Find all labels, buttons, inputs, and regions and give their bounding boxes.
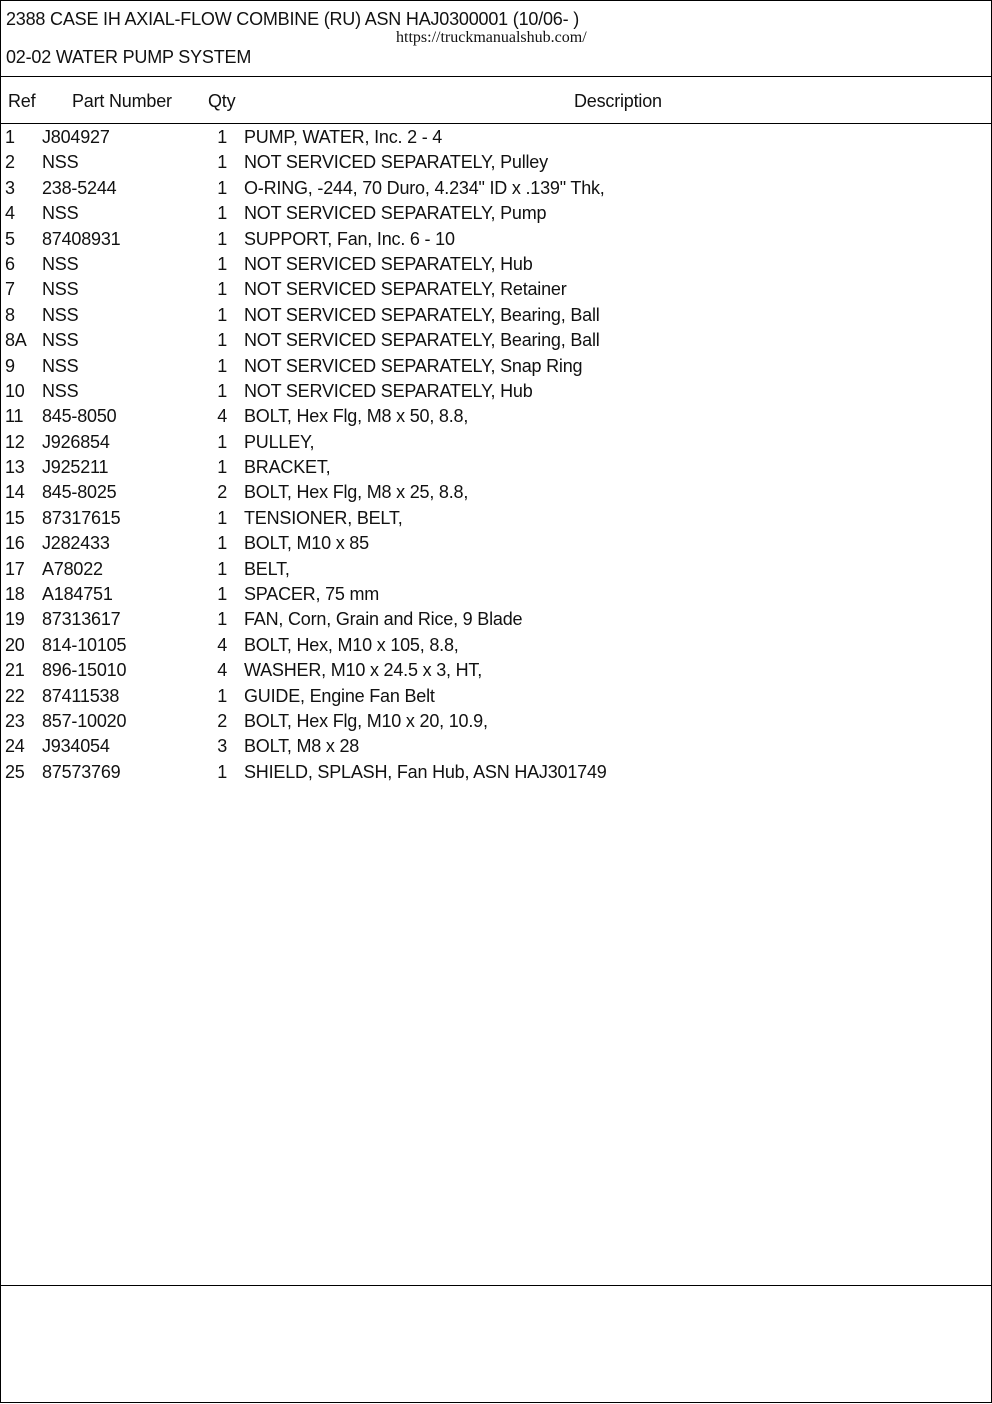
table-row: [1, 584, 991, 609]
part-number-cell: J925211: [42, 457, 109, 478]
table-row: [1, 330, 991, 355]
ref-cell: 8: [5, 304, 15, 325]
part-number-cell: A184751: [42, 584, 113, 605]
table-row: [1, 635, 991, 660]
ref-cell: 8A: [5, 330, 27, 351]
table-row: [1, 356, 991, 381]
table-row: [1, 381, 991, 406]
part-number-cell: 857-10020: [42, 710, 127, 731]
table-row: [1, 508, 991, 533]
description-cell: BOLT, M10 x 85: [244, 533, 369, 554]
column-header-description: Description: [574, 91, 662, 111]
qty-cell: 1: [217, 228, 227, 249]
qty-cell: 1: [217, 685, 227, 706]
description-cell: BOLT, M8 x 28: [244, 736, 360, 757]
description-cell: BOLT, Hex, M10 x 105, 8.8,: [244, 634, 459, 655]
qty-cell: 4: [217, 660, 227, 681]
ref-cell: 9: [5, 355, 15, 376]
ref-cell: 4: [5, 203, 15, 224]
description-cell: NOT SERVICED SEPARATELY, Retainer: [244, 279, 567, 300]
qty-cell: 3: [217, 736, 227, 757]
description-cell: BOLT, Hex Flg, M8 x 25, 8.8,: [244, 482, 469, 503]
part-number-cell: J926854: [42, 431, 110, 452]
part-number-cell: 814-10105: [42, 634, 127, 655]
part-number-cell: NSS: [42, 203, 79, 224]
table-row: [1, 457, 991, 482]
document-title: 2388 CASE IH AXIAL-FLOW COMBINE (RU) ASN HAJ0300001 (10/06- ): [6, 9, 580, 29]
table-row: [1, 609, 991, 634]
table-row: [1, 711, 991, 736]
ref-cell: 19: [5, 609, 25, 630]
description-cell: BOLT, Hex Flg, M10 x 20, 10.9,: [244, 710, 488, 731]
part-number-cell: J934054: [42, 736, 110, 757]
description-cell: FAN, Corn, Grain and Rice, 9 Blade: [244, 609, 523, 630]
description-cell: NOT SERVICED SEPARATELY, Pulley: [244, 152, 548, 173]
description-cell: NOT SERVICED SEPARATELY, Hub: [244, 380, 533, 401]
description-cell: BOLT, Hex Flg, M8 x 50, 8.8,: [244, 406, 469, 427]
page-header: [1, 1, 991, 77]
qty-cell: 1: [217, 533, 227, 554]
qty-cell: 1: [217, 761, 227, 782]
part-number-cell: NSS: [42, 304, 79, 325]
ref-cell: 16: [5, 533, 25, 554]
part-number-cell: NSS: [42, 380, 79, 401]
column-header-qty: Qty: [208, 91, 236, 111]
ref-cell: 5: [5, 228, 15, 249]
table-row: [1, 686, 991, 711]
part-number-cell: NSS: [42, 330, 79, 351]
qty-cell: 1: [217, 355, 227, 376]
description-cell: GUIDE, Engine Fan Belt: [244, 685, 435, 706]
table-header: [1, 77, 991, 124]
description-cell: SHIELD, SPLASH, Fan Hub, ASN HAJ301749: [244, 761, 607, 782]
qty-cell: 1: [217, 253, 227, 274]
table-row: [1, 406, 991, 431]
ref-cell: 20: [5, 634, 25, 655]
part-number-cell: 87411538: [42, 685, 120, 706]
ref-cell: 7: [5, 279, 15, 300]
qty-cell: 1: [217, 431, 227, 452]
ref-cell: 23: [5, 710, 25, 731]
ref-cell: 1: [5, 127, 15, 147]
ref-cell: 11: [5, 406, 24, 427]
part-number-cell: NSS: [42, 279, 79, 300]
table-row: [1, 229, 991, 254]
description-cell: TENSIONER, BELT,: [244, 507, 403, 528]
ref-cell: 13: [5, 457, 25, 478]
qty-cell: 1: [217, 177, 227, 198]
description-cell: NOT SERVICED SEPARATELY, Bearing, Ball: [244, 330, 600, 351]
description-cell: NOT SERVICED SEPARATELY, Pump: [244, 203, 547, 224]
qty-cell: 1: [217, 279, 227, 300]
description-cell: BRACKET,: [244, 457, 331, 478]
ref-cell: 6: [5, 253, 15, 274]
qty-cell: 2: [217, 482, 227, 503]
description-cell: NOT SERVICED SEPARATELY, Snap Ring: [244, 355, 583, 376]
parts-list: [1, 127, 991, 787]
qty-cell: 1: [217, 457, 227, 478]
ref-cell: 22: [5, 685, 25, 706]
table-row: [1, 559, 991, 584]
qty-cell: 1: [217, 152, 227, 173]
part-number-cell: J282433: [42, 533, 110, 554]
table-row: [1, 533, 991, 558]
description-cell: SUPPORT, Fan, Inc. 6 - 10: [244, 228, 455, 249]
table-row: [1, 127, 991, 152]
part-number-cell: NSS: [42, 355, 79, 376]
part-number-cell: 87313617: [42, 609, 121, 630]
description-cell: O-RING, -244, 70 Duro, 4.234" ID x .139" Thk,: [244, 177, 605, 198]
qty-cell: 1: [217, 609, 227, 630]
table-row: [1, 660, 991, 685]
table-row: [1, 178, 991, 203]
description-cell: NOT SERVICED SEPARATELY, Bearing, Ball: [244, 304, 600, 325]
ref-cell: 17: [5, 558, 25, 579]
table-row: [1, 736, 991, 761]
part-number-cell: 238-5244: [42, 177, 117, 198]
description-cell: WASHER, M10 x 24.5 x 3, HT,: [244, 660, 483, 681]
description-cell: PUMP, WATER, Inc. 2 - 4: [244, 127, 443, 147]
part-number-cell: NSS: [42, 152, 79, 173]
qty-cell: 1: [217, 584, 227, 605]
qty-cell: 1: [217, 380, 227, 401]
part-number-cell: J804927: [42, 127, 110, 147]
description-cell: SPACER, 75 mm: [244, 584, 380, 605]
ref-cell: 14: [5, 482, 25, 503]
footer-divider: [1, 1285, 991, 1286]
column-header-part-number: Part Number: [72, 91, 172, 111]
part-number-cell: 845-8025: [42, 482, 117, 503]
ref-cell: 24: [5, 736, 25, 757]
qty-cell: 1: [217, 203, 227, 224]
section-title: 02-02 WATER PUMP SYSTEM: [6, 47, 252, 67]
part-number-cell: 87408931: [42, 228, 121, 249]
description-cell: NOT SERVICED SEPARATELY, Hub: [244, 253, 533, 274]
table-row: [1, 482, 991, 507]
part-number-cell: NSS: [42, 253, 79, 274]
table-row: [1, 762, 991, 787]
part-number-cell: A78022: [42, 558, 103, 579]
qty-cell: 2: [217, 710, 227, 731]
ref-cell: 3: [5, 177, 15, 198]
qty-cell: 1: [217, 127, 227, 147]
table-row: [1, 152, 991, 177]
table-row: [1, 305, 991, 330]
ref-cell: 18: [5, 584, 25, 605]
ref-cell: 25: [5, 761, 25, 782]
table-row: [1, 432, 991, 457]
part-number-cell: 87317615: [42, 507, 121, 528]
qty-cell: 1: [217, 558, 227, 579]
ref-cell: 10: [5, 380, 25, 401]
qty-cell: 1: [217, 507, 227, 528]
ref-cell: 2: [5, 152, 15, 173]
qty-cell: 4: [217, 406, 227, 427]
ref-cell: 15: [5, 507, 25, 528]
table-row: [1, 254, 991, 279]
description-cell: BELT,: [244, 558, 290, 579]
qty-cell: 1: [217, 304, 227, 325]
table-row: [1, 279, 991, 304]
ref-cell: 21: [5, 660, 25, 681]
ref-cell: 12: [5, 431, 25, 452]
table-row: [1, 203, 991, 228]
part-number-cell: 845-8050: [42, 406, 117, 427]
description-cell: PULLEY,: [244, 431, 315, 452]
watermark-url: https://truckmanualshub.com/: [396, 29, 587, 46]
part-number-cell: 896-15010: [42, 660, 127, 681]
part-number-cell: 87573769: [42, 761, 121, 782]
qty-cell: 4: [217, 634, 227, 655]
qty-cell: 1: [217, 330, 227, 351]
column-header-ref: Ref: [8, 91, 36, 111]
